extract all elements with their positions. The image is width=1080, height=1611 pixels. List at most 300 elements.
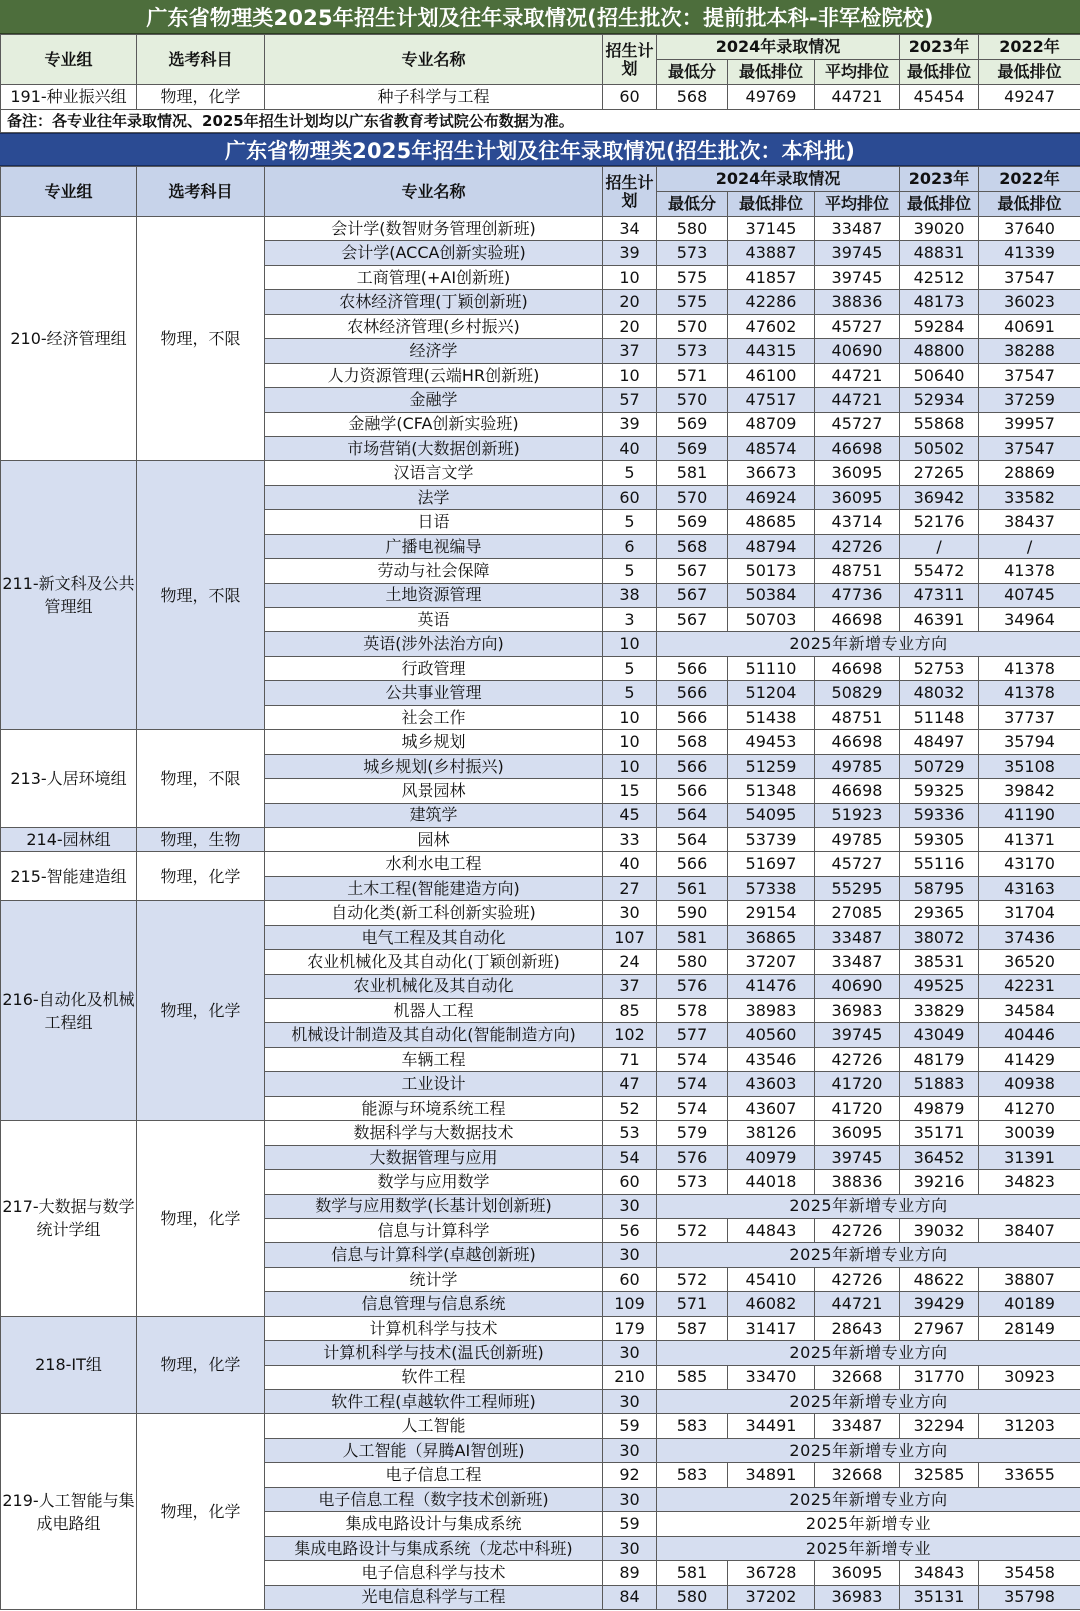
min-score: 576 bbox=[657, 1145, 728, 1169]
rank-2022: 37547 bbox=[979, 436, 1080, 460]
header-min-score: 最低分 bbox=[657, 192, 728, 217]
min-rank: 46082 bbox=[728, 1292, 815, 1316]
min-score: 567 bbox=[657, 583, 728, 607]
major-name: 工业设计 bbox=[265, 1072, 603, 1096]
min-rank: 37202 bbox=[728, 1585, 815, 1609]
plan-count: 38 bbox=[603, 583, 657, 607]
group-name: 217-大数据与数学统计学组 bbox=[1, 1121, 137, 1317]
min-score: 570 bbox=[657, 314, 728, 338]
min-rank: 48794 bbox=[728, 534, 815, 558]
rank-2023: 31770 bbox=[900, 1365, 979, 1389]
avg-rank: 32668 bbox=[815, 1365, 900, 1389]
min-score: 569 bbox=[657, 412, 728, 436]
major-name: 水利水电工程 bbox=[265, 852, 603, 876]
major-name: 电子信息科学与技术 bbox=[265, 1561, 603, 1585]
min-rank: 43887 bbox=[728, 241, 815, 265]
group-name: 218-IT组 bbox=[1, 1316, 137, 1414]
major-name: 软件工程(卓越软件工程师班) bbox=[265, 1390, 603, 1414]
subjects: 物理，化学 bbox=[137, 1316, 265, 1414]
major-name: 机器人工程 bbox=[265, 999, 603, 1023]
header-min-rank: 最低排位 bbox=[728, 60, 815, 85]
header-min-rank-2023: 最低排位 bbox=[900, 192, 979, 217]
rank-2023: 39429 bbox=[900, 1292, 979, 1316]
plan-count: 37 bbox=[603, 974, 657, 998]
major-name: 光电信息科学与工程 bbox=[265, 1585, 603, 1609]
plan-count: 10 bbox=[603, 754, 657, 778]
major-name: 土地资源管理 bbox=[265, 583, 603, 607]
rank-2023: 52753 bbox=[900, 656, 979, 680]
plan-count: 102 bbox=[603, 1023, 657, 1047]
new-major-note: 2025年新增专业方向 bbox=[657, 1194, 1080, 1218]
rank-2023: 50640 bbox=[900, 363, 979, 387]
min-rank: 50703 bbox=[728, 608, 815, 632]
table-row bbox=[1, 1121, 1080, 1145]
major-name: 经济学 bbox=[265, 339, 603, 363]
rank-2022: 35798 bbox=[979, 1585, 1080, 1609]
plan-count: 5 bbox=[603, 681, 657, 705]
major-name: 广播电视编导 bbox=[265, 534, 603, 558]
new-major-note: 2025年新增专业方向 bbox=[657, 1487, 1080, 1511]
min-rank: 36865 bbox=[728, 925, 815, 949]
rank-2023: 48800 bbox=[900, 339, 979, 363]
min-score: 569 bbox=[657, 510, 728, 534]
plan-count: 10 bbox=[603, 730, 657, 754]
avg-rank: 33487 bbox=[815, 950, 900, 974]
plan-count: 45 bbox=[603, 803, 657, 827]
rank-2023: 59336 bbox=[900, 803, 979, 827]
major-name: 集成电路设计与集成系统（龙芯中科班) bbox=[265, 1536, 603, 1560]
min-score: 587 bbox=[657, 1316, 728, 1340]
major-name: 人工智能（昇腾AI智创班) bbox=[265, 1438, 603, 1462]
plan-count: 15 bbox=[603, 779, 657, 803]
rank-2023: 47311 bbox=[900, 583, 979, 607]
rank-2023: 35131 bbox=[900, 1585, 979, 1609]
min-score: 568 bbox=[657, 534, 728, 558]
rank-2023: 38072 bbox=[900, 925, 979, 949]
plan-count: 5 bbox=[603, 559, 657, 583]
new-major-note: 2025年新增专业方向 bbox=[657, 1341, 1080, 1365]
min-rank: 40979 bbox=[728, 1145, 815, 1169]
rank-2022: 49247 bbox=[979, 85, 1080, 110]
undergraduate-batch-table bbox=[0, 166, 1080, 1610]
rank-2022: 37259 bbox=[979, 388, 1080, 412]
subjects: 物理，化学 bbox=[137, 901, 265, 1121]
avg-rank: 39745 bbox=[815, 1023, 900, 1047]
table-row bbox=[1, 901, 1080, 925]
min-rank: 29154 bbox=[728, 901, 815, 925]
avg-rank: 43714 bbox=[815, 510, 900, 534]
rank-2022: 37436 bbox=[979, 925, 1080, 949]
min-score: 574 bbox=[657, 1096, 728, 1120]
min-score: 566 bbox=[657, 779, 728, 803]
table-row bbox=[1, 85, 1080, 110]
header-min-rank-2022: 最低排位 bbox=[979, 192, 1080, 217]
major-name: 会计学(ACCA创新实验班) bbox=[265, 241, 603, 265]
min-rank: 36673 bbox=[728, 461, 815, 485]
new-major-note: 2025年新增专业方向 bbox=[657, 1390, 1080, 1414]
header-min-rank: 最低排位 bbox=[728, 192, 815, 217]
avg-rank: 45727 bbox=[815, 412, 900, 436]
header-major: 专业名称 bbox=[265, 35, 603, 85]
rank-2022: 31391 bbox=[979, 1145, 1080, 1169]
min-score: 573 bbox=[657, 1170, 728, 1194]
min-rank: 48709 bbox=[728, 412, 815, 436]
avg-rank: 36983 bbox=[815, 1585, 900, 1609]
header-plan: 招生计划 bbox=[603, 35, 657, 85]
major-name: 能源与环境系统工程 bbox=[265, 1096, 603, 1120]
avg-rank: 44721 bbox=[815, 85, 900, 110]
min-rank: 43607 bbox=[728, 1096, 815, 1120]
avg-rank: 45727 bbox=[815, 852, 900, 876]
rank-2023: 35171 bbox=[900, 1121, 979, 1145]
major-name: 数学与应用数学 bbox=[265, 1170, 603, 1194]
plan-count: 85 bbox=[603, 999, 657, 1023]
header-2023: 2023年 bbox=[900, 35, 979, 60]
min-score: 580 bbox=[657, 217, 728, 241]
plan-count: 39 bbox=[603, 241, 657, 265]
min-rank: 54095 bbox=[728, 803, 815, 827]
min-rank: 50173 bbox=[728, 559, 815, 583]
major-name: 汉语言文学 bbox=[265, 461, 603, 485]
major-name: 计算机科学与技术 bbox=[265, 1316, 603, 1340]
rank-2023: 51148 bbox=[900, 705, 979, 729]
avg-rank: 40690 bbox=[815, 974, 900, 998]
min-rank: 50384 bbox=[728, 583, 815, 607]
rank-2022: 33582 bbox=[979, 485, 1080, 509]
major-name: 信息管理与信息系统 bbox=[265, 1292, 603, 1316]
plan-count: 24 bbox=[603, 950, 657, 974]
table-row bbox=[1, 852, 1080, 876]
plan-count: 27 bbox=[603, 876, 657, 900]
rank-2023: 33829 bbox=[900, 999, 979, 1023]
plan-count: 3 bbox=[603, 608, 657, 632]
subjects: 物理，化学 bbox=[137, 852, 265, 901]
rank-2023: 59305 bbox=[900, 827, 979, 851]
rank-2023: 55116 bbox=[900, 852, 979, 876]
rank-2022: 38407 bbox=[979, 1218, 1080, 1242]
avg-rank: 45727 bbox=[815, 314, 900, 338]
plan-count: 57 bbox=[603, 388, 657, 412]
rank-2023: 39216 bbox=[900, 1170, 979, 1194]
rank-2023: 36942 bbox=[900, 485, 979, 509]
avg-rank: 39745 bbox=[815, 241, 900, 265]
new-major-note: 2025年新增专业方向 bbox=[657, 1438, 1080, 1462]
major-name: 机械设计制造及其自动化(智能制造方向) bbox=[265, 1023, 603, 1047]
major-name: 金融学(CFA创新实验班) bbox=[265, 412, 603, 436]
group-name: 211-新文科及公共管理组 bbox=[1, 461, 137, 730]
avg-rank: 51923 bbox=[815, 803, 900, 827]
avg-rank: 33487 bbox=[815, 925, 900, 949]
plan-count: 30 bbox=[603, 1341, 657, 1365]
plan-count: 5 bbox=[603, 510, 657, 534]
header-2022: 2022年 bbox=[979, 35, 1080, 60]
rank-2022: 37737 bbox=[979, 705, 1080, 729]
footnote: 备注：各专业往年录取情况、2025年招生计划均以广东省教育考试院公布数据为准。 bbox=[1, 110, 1080, 133]
rank-2023: 27265 bbox=[900, 461, 979, 485]
avg-rank: 33487 bbox=[815, 217, 900, 241]
major-name: 信息与计算科学(卓越创新班) bbox=[265, 1243, 603, 1267]
plan-count: 60 bbox=[603, 1170, 657, 1194]
avg-rank: 46698 bbox=[815, 779, 900, 803]
min-score: 567 bbox=[657, 608, 728, 632]
min-score: 566 bbox=[657, 705, 728, 729]
rank-2022: 31704 bbox=[979, 901, 1080, 925]
header-group: 专业组 bbox=[1, 35, 137, 85]
subjects: 物理，化学 bbox=[137, 1414, 265, 1610]
rank-2023: 49525 bbox=[900, 974, 979, 998]
rank-2022: 37547 bbox=[979, 363, 1080, 387]
header-2024: 2024年录取情况 bbox=[657, 35, 900, 60]
min-rank: 43546 bbox=[728, 1047, 815, 1071]
header-avg-rank: 平均排位 bbox=[815, 60, 900, 85]
min-rank: 51348 bbox=[728, 779, 815, 803]
avg-rank: 36095 bbox=[815, 461, 900, 485]
plan-count: 33 bbox=[603, 827, 657, 851]
plan-count: 10 bbox=[603, 363, 657, 387]
rank-2023: 55868 bbox=[900, 412, 979, 436]
avg-rank: 36095 bbox=[815, 485, 900, 509]
rank-2022: 40691 bbox=[979, 314, 1080, 338]
min-score: 575 bbox=[657, 265, 728, 289]
major-name: 市场营销(大数据创新班) bbox=[265, 436, 603, 460]
plan-count: 40 bbox=[603, 436, 657, 460]
rank-2022: 34584 bbox=[979, 999, 1080, 1023]
subjects: 物理，化学 bbox=[137, 1121, 265, 1317]
rank-2022: / bbox=[979, 534, 1080, 558]
avg-rank: 41720 bbox=[815, 1096, 900, 1120]
avg-rank: 38836 bbox=[815, 290, 900, 314]
min-score: 585 bbox=[657, 1365, 728, 1389]
min-rank: 51204 bbox=[728, 681, 815, 705]
rank-2023: 48622 bbox=[900, 1267, 979, 1291]
major-name: 集成电路设计与集成系统 bbox=[265, 1512, 603, 1536]
min-rank: 51110 bbox=[728, 656, 815, 680]
min-rank: 46924 bbox=[728, 485, 815, 509]
plan-count: 107 bbox=[603, 925, 657, 949]
major-name: 日语 bbox=[265, 510, 603, 534]
rank-2023: 51883 bbox=[900, 1072, 979, 1096]
min-score: 583 bbox=[657, 1414, 728, 1438]
major-name: 农林经济管理(丁颖创新班) bbox=[265, 290, 603, 314]
subjects: 物理，生物 bbox=[137, 827, 265, 851]
min-rank: 45410 bbox=[728, 1267, 815, 1291]
rank-2022: 43163 bbox=[979, 876, 1080, 900]
avg-rank: 39745 bbox=[815, 265, 900, 289]
rank-2023: 59325 bbox=[900, 779, 979, 803]
major-name: 电子信息工程 bbox=[265, 1463, 603, 1487]
rank-2023: 42512 bbox=[900, 265, 979, 289]
avg-rank: 42726 bbox=[815, 1267, 900, 1291]
min-rank: 33470 bbox=[728, 1365, 815, 1389]
min-score: 567 bbox=[657, 559, 728, 583]
min-rank: 41476 bbox=[728, 974, 815, 998]
rank-2022: 35794 bbox=[979, 730, 1080, 754]
min-rank: 36728 bbox=[728, 1561, 815, 1585]
group-name: 213-人居环境组 bbox=[1, 730, 137, 828]
min-score: 571 bbox=[657, 1292, 728, 1316]
table-row bbox=[1, 730, 1080, 754]
avg-rank: 36095 bbox=[815, 1121, 900, 1145]
rank-2023: 50729 bbox=[900, 754, 979, 778]
rank-2023: 50502 bbox=[900, 436, 979, 460]
min-score: 578 bbox=[657, 999, 728, 1023]
avg-rank: 44721 bbox=[815, 1292, 900, 1316]
rank-2022: 28149 bbox=[979, 1316, 1080, 1340]
major-name: 农业机械化及其自动化(丁颖创新班) bbox=[265, 950, 603, 974]
plan-count: 109 bbox=[603, 1292, 657, 1316]
min-score: 581 bbox=[657, 1561, 728, 1585]
rank-2022: 43170 bbox=[979, 852, 1080, 876]
avg-rank: 49785 bbox=[815, 754, 900, 778]
rank-2023: 45454 bbox=[900, 85, 979, 110]
min-rank: 44315 bbox=[728, 339, 815, 363]
table-row bbox=[1, 827, 1080, 851]
group-name: 216-自动化及机械工程组 bbox=[1, 901, 137, 1121]
rank-2023: 59284 bbox=[900, 314, 979, 338]
section2-title: 广东省物理类2025年招生计划及往年录取情况(招生批次：本科批) bbox=[0, 133, 1080, 166]
header-group: 专业组 bbox=[1, 167, 137, 217]
avg-rank: 44721 bbox=[815, 363, 900, 387]
plan-count: 6 bbox=[603, 534, 657, 558]
plan-count: 30 bbox=[603, 1243, 657, 1267]
table-row bbox=[1, 217, 1080, 241]
min-rank: 44843 bbox=[728, 1218, 815, 1242]
min-score: 572 bbox=[657, 1267, 728, 1291]
group-name: 214-园林组 bbox=[1, 827, 137, 851]
advance-batch-table bbox=[0, 34, 1080, 133]
min-score: 581 bbox=[657, 925, 728, 949]
plan-count: 30 bbox=[603, 901, 657, 925]
plan-count: 10 bbox=[603, 632, 657, 656]
min-rank: 49453 bbox=[728, 730, 815, 754]
header-row bbox=[1, 167, 1080, 192]
subjects: 物理，化学 bbox=[137, 85, 265, 110]
header-2022: 2022年 bbox=[979, 167, 1080, 192]
min-score: 564 bbox=[657, 827, 728, 851]
plan-count: 5 bbox=[603, 461, 657, 485]
avg-rank: 28643 bbox=[815, 1316, 900, 1340]
min-score: 590 bbox=[657, 901, 728, 925]
rank-2022: 42231 bbox=[979, 974, 1080, 998]
rank-2022: 40938 bbox=[979, 1072, 1080, 1096]
min-score: 569 bbox=[657, 436, 728, 460]
min-rank: 49769 bbox=[728, 85, 815, 110]
rank-2023: / bbox=[900, 534, 979, 558]
table-row bbox=[1, 461, 1080, 485]
rank-2022: 28869 bbox=[979, 461, 1080, 485]
major-name: 行政管理 bbox=[265, 656, 603, 680]
plan-count: 30 bbox=[603, 1536, 657, 1560]
plan-count: 37 bbox=[603, 339, 657, 363]
avg-rank: 42726 bbox=[815, 1218, 900, 1242]
major-name: 英语 bbox=[265, 608, 603, 632]
plan-count: 40 bbox=[603, 852, 657, 876]
min-score: 576 bbox=[657, 974, 728, 998]
min-rank: 47602 bbox=[728, 314, 815, 338]
plan-count: 60 bbox=[603, 485, 657, 509]
rank-2022: 40446 bbox=[979, 1023, 1080, 1047]
avg-rank: 40690 bbox=[815, 339, 900, 363]
new-major-note: 2025年新增专业 bbox=[657, 1536, 1080, 1560]
min-score: 574 bbox=[657, 1047, 728, 1071]
min-score: 573 bbox=[657, 339, 728, 363]
rank-2022: 38288 bbox=[979, 339, 1080, 363]
rank-2023: 39032 bbox=[900, 1218, 979, 1242]
rank-2022: 36023 bbox=[979, 290, 1080, 314]
major-name: 土木工程(智能建造方向) bbox=[265, 876, 603, 900]
min-rank: 57338 bbox=[728, 876, 815, 900]
major-name: 会计学(数智财务管理创新班) bbox=[265, 217, 603, 241]
avg-rank: 44721 bbox=[815, 388, 900, 412]
group-name: 215-智能建造组 bbox=[1, 852, 137, 901]
group-name: 219-人工智能与集成电路组 bbox=[1, 1414, 137, 1610]
rank-2022: 40745 bbox=[979, 583, 1080, 607]
header-subjects: 选考科目 bbox=[137, 35, 265, 85]
rank-2022: 41378 bbox=[979, 656, 1080, 680]
min-rank: 47517 bbox=[728, 388, 815, 412]
avg-rank: 50829 bbox=[815, 681, 900, 705]
plan-count: 52 bbox=[603, 1096, 657, 1120]
avg-rank: 42726 bbox=[815, 534, 900, 558]
rank-2022: 41190 bbox=[979, 803, 1080, 827]
avg-rank: 49785 bbox=[815, 827, 900, 851]
major-name: 统计学 bbox=[265, 1267, 603, 1291]
avg-rank: 41720 bbox=[815, 1072, 900, 1096]
rank-2022: 34964 bbox=[979, 608, 1080, 632]
new-major-note: 2025年新增专业方向 bbox=[657, 1243, 1080, 1267]
rank-2022: 41378 bbox=[979, 681, 1080, 705]
major-name: 风景园林 bbox=[265, 779, 603, 803]
group-name: 210-经济管理组 bbox=[1, 217, 137, 461]
min-rank: 37207 bbox=[728, 950, 815, 974]
min-rank: 31417 bbox=[728, 1316, 815, 1340]
min-score: 577 bbox=[657, 1023, 728, 1047]
rank-2023: 48497 bbox=[900, 730, 979, 754]
min-rank: 42286 bbox=[728, 290, 815, 314]
rank-2023: 38531 bbox=[900, 950, 979, 974]
min-score: 581 bbox=[657, 461, 728, 485]
min-rank: 53739 bbox=[728, 827, 815, 851]
header-2024: 2024年录取情况 bbox=[657, 167, 900, 192]
avg-rank: 47736 bbox=[815, 583, 900, 607]
major-name: 社会工作 bbox=[265, 705, 603, 729]
major-name: 车辆工程 bbox=[265, 1047, 603, 1071]
header-min-rank-2022: 最低排位 bbox=[979, 60, 1080, 85]
major-name: 电气工程及其自动化 bbox=[265, 925, 603, 949]
plan-count: 54 bbox=[603, 1145, 657, 1169]
min-score: 574 bbox=[657, 1072, 728, 1096]
group-name: 191-种业振兴组 bbox=[1, 85, 137, 110]
major-name: 人工智能 bbox=[265, 1414, 603, 1438]
avg-rank: 33487 bbox=[815, 1414, 900, 1438]
section1-title: 广东省物理类2025年招生计划及往年录取情况(招生批次：提前批本科-非军检院校) bbox=[0, 0, 1080, 34]
min-rank: 41857 bbox=[728, 265, 815, 289]
plan-count: 30 bbox=[603, 1487, 657, 1511]
plan-count: 30 bbox=[603, 1438, 657, 1462]
rank-2023: 48032 bbox=[900, 681, 979, 705]
min-score: 580 bbox=[657, 1585, 728, 1609]
major-name: 大数据管理与应用 bbox=[265, 1145, 603, 1169]
major-name: 法学 bbox=[265, 485, 603, 509]
header-plan: 招生计划 bbox=[603, 167, 657, 217]
major-name: 公共事业管理 bbox=[265, 681, 603, 705]
plan-count: 59 bbox=[603, 1512, 657, 1536]
plan-count: 5 bbox=[603, 656, 657, 680]
major-name: 农业机械化及其自动化 bbox=[265, 974, 603, 998]
major-name: 建筑学 bbox=[265, 803, 603, 827]
rank-2022: 34823 bbox=[979, 1170, 1080, 1194]
avg-rank: 38836 bbox=[815, 1170, 900, 1194]
